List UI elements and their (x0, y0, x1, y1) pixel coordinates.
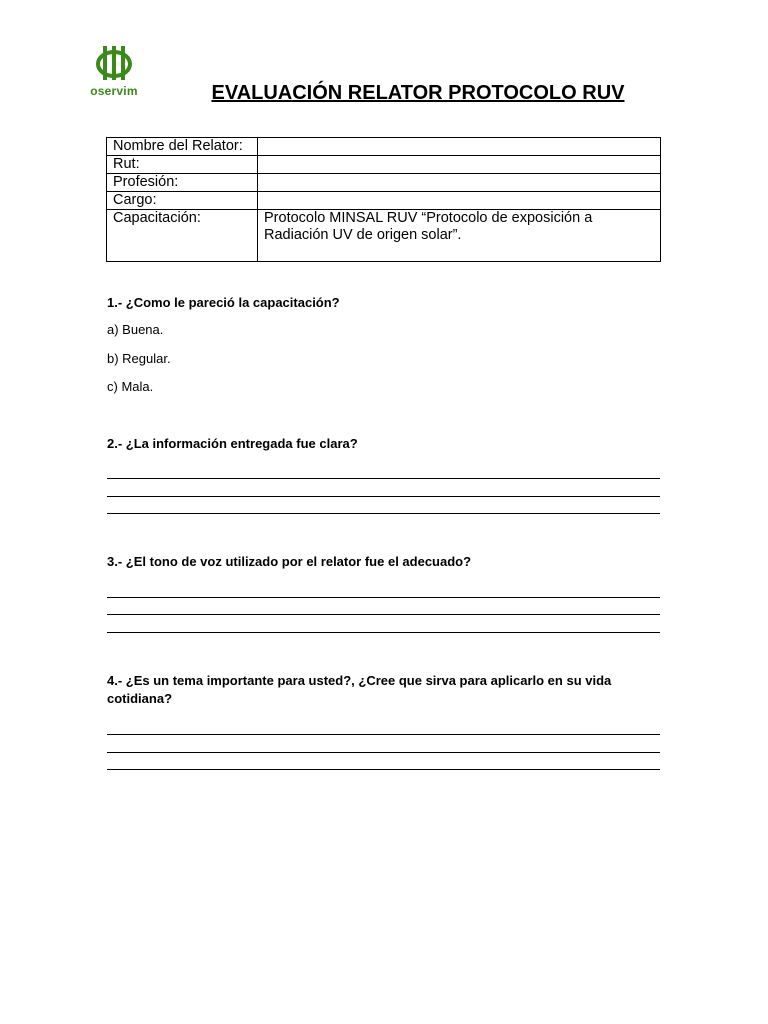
option-c[interactable]: c) Mala. (107, 379, 154, 394)
option-b[interactable]: b) Regular. (107, 351, 171, 366)
answer-line[interactable] (107, 734, 660, 735)
question-2: 2.- ¿La información entregada fue clara? (107, 436, 358, 451)
row-label: Capacitación: (107, 210, 258, 262)
answer-line[interactable] (107, 478, 660, 479)
answer-line[interactable] (107, 597, 660, 598)
question-1: 1.- ¿Como le pareció la capacitación? (107, 295, 340, 310)
question-3: 3.- ¿El tono de voz utilizado por el relator fue el adecuado? (107, 554, 472, 569)
logo-text: oservim (90, 84, 138, 98)
table-row (107, 156, 661, 174)
row-value-field[interactable] (258, 138, 661, 156)
row-label: Nombre del Relator: (107, 138, 258, 156)
row-label: Rut: (107, 156, 258, 174)
table-row (107, 192, 661, 210)
answer-line[interactable] (107, 769, 660, 770)
table-row (107, 210, 661, 262)
answer-line[interactable] (107, 496, 660, 497)
row-value-field[interactable] (258, 156, 661, 174)
answer-line[interactable] (107, 614, 660, 615)
table-row (107, 138, 661, 156)
answer-line[interactable] (107, 632, 660, 633)
answer-line[interactable] (107, 752, 660, 753)
page-title: EVALUACIÓN RELATOR PROTOCOLO RUV (211, 82, 625, 104)
relator-info-table (106, 137, 661, 262)
row-label: Profesión: (107, 174, 258, 192)
row-label: Cargo: (107, 192, 258, 210)
row-value-field[interactable] (258, 174, 661, 192)
answer-line[interactable] (107, 513, 660, 514)
option-a[interactable]: a) Buena. (107, 322, 164, 337)
row-value: Protocolo MINSAL RUV “Protocolo de exposición a Radiación UV de origen solar”. (258, 210, 661, 262)
question-4: 4.- ¿Es un tema importante para usted?, ¿Cree que sirva para aplicarlo en su vida cotidiana? (107, 673, 612, 706)
table-row (107, 174, 661, 192)
logo-icon (92, 44, 136, 86)
row-value-field[interactable] (258, 192, 661, 210)
